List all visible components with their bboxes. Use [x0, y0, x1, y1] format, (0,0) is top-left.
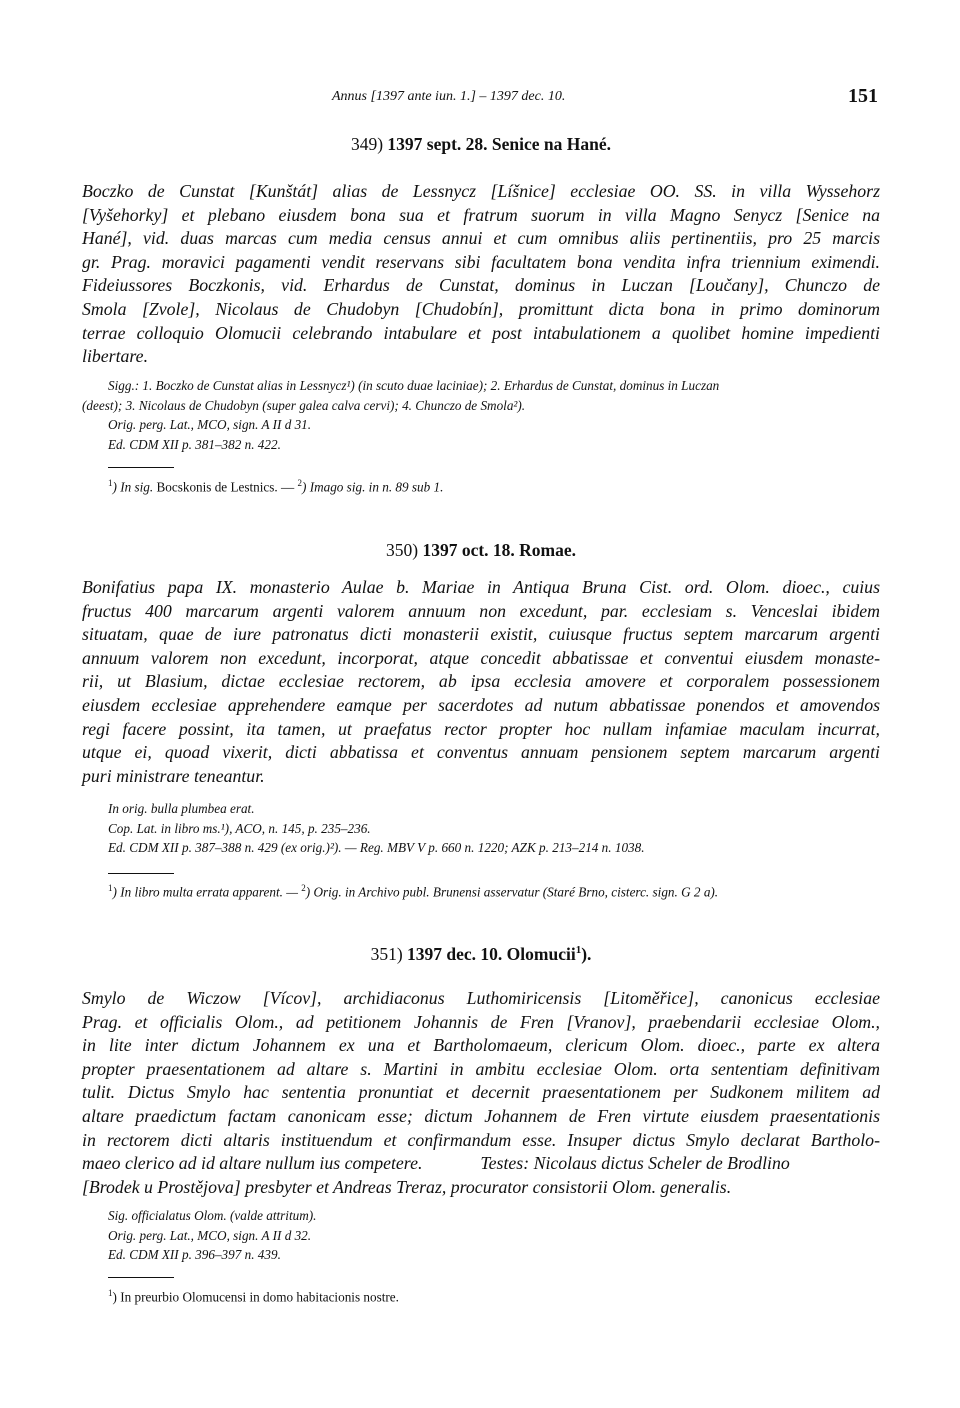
entry-date-place: 1397 dec. 10. Olomucii [407, 944, 576, 964]
body-line: tulit. Dictus Smylo hac sententia pronuntiat et decernit praesentationem per Sudkonem militem ad [82, 1082, 880, 1103]
footnotes-350 [108, 879, 880, 901]
body-line-part: maeo clerico ad id altare nullum ius competere. [82, 1153, 423, 1174]
running-head [82, 85, 880, 109]
note-line: Orig. perg. Lat., MCO, sign. A II d 32. [108, 1227, 312, 1243]
footnote-mark: 2 [301, 883, 306, 893]
entry-number: 349) [350, 134, 384, 154]
witnesses-text: Testes: Nicolaus dictus Scheler de Brodlino [480, 1153, 790, 1174]
body-line: regi facere possint, ita tamen, ut praefatus rector propter hoc nullam infamiae maculam incurrat, [82, 718, 880, 739]
entry-body-351 [82, 987, 880, 1199]
page-number: 151 [848, 85, 878, 107]
footnote-text: ) Orig. in Archivo publ. Brunensi asservatur (Staré Brno, cisterc. sign. G 2 a). [305, 884, 719, 900]
entry-heading-350 [82, 540, 880, 561]
footnote-text: Bocskonis de Lestnics. — [156, 479, 295, 495]
entry-heading-349 [82, 134, 880, 155]
footnotes-351 [108, 1284, 880, 1306]
entry-date-place: 1397 oct. 18. Romae. [422, 540, 577, 560]
body-line: utque ei, quoad vixerit, dicti abbatissa et conventus annuam pensionem septem marcarum argenti [82, 742, 880, 763]
body-line: Fideiussores Boczkonis, vid. Erhardus de Cunstat, dominus in Luczan [Loučany], Chunczo de [82, 275, 880, 296]
entry-notes-349 [82, 376, 880, 454]
footnote-rule [108, 467, 174, 468]
footnote-rule [108, 873, 174, 874]
footnote-mark: 1 [108, 1288, 113, 1298]
body-line: puri ministrare teneantur. [82, 765, 265, 786]
body-line: rii, ut Blasium, dictae ecclesiae rectorem, ab ipsa ecclesia amovere et corporalem possessionem [82, 671, 880, 692]
body-line: situatam, quae de iure patronatus dicti monasterii existit, cuiusque fructus septem marcarum argenti [82, 624, 880, 645]
note-line: Orig. perg. Lat., MCO, sign. A II d 31. [108, 417, 312, 432]
entry-notes-350 [108, 799, 880, 858]
entry-heading-tail: ). [581, 944, 592, 964]
note-line: Ed. CDM XII p. 381–382 n. 422. [108, 436, 281, 452]
document-page [82, 0, 880, 1408]
body-line: propter praesentationem ad altare s. Martini in ambitu ecclesiae Olom. orta sententiam definitivam [82, 1058, 880, 1079]
note-line: Ed. CDM XII p. 387–388 n. 429 (ex orig.)²). — Reg. MBV V p. 660 n. 1220; AZK p. 213–214 n. 1038. [108, 840, 645, 855]
body-line: Bonifatius papa IX. monasterio Aulae b. Mariae in Antiqua Bruna Cist. ord. Olom. dioec., cuius [82, 577, 880, 597]
footnote-rule [108, 1277, 174, 1278]
footnote-text: ) Imago sig. in n. 89 sub 1. [302, 479, 444, 495]
note-line: In orig. bulla plumbea erat. [108, 801, 255, 816]
entry-number: 351) [370, 944, 403, 964]
footnote-mark: 1 [108, 883, 113, 893]
body-line: eiusdem ecclesiae apprehendere eamque per sacerdotes ad nutum abbatissae ponendos et amovendos [82, 694, 880, 715]
body-line: Hané], vid. duas marcas cum media census annui et cum omnibus aliis pertinentiis, pro 25 marcis [82, 228, 880, 249]
body-line: in rectorem dicti altaris instituendum et confirmandum esse. Insuper dictus Smylo declarat Bartholo- [82, 1129, 880, 1150]
body-line: [Brodek u Prostějova] presbyter et Andreas Treraz, procurator consistorii Olom. generalis. [82, 1176, 732, 1197]
entry-notes-351 [108, 1206, 880, 1265]
note-line: Sig. officialatus Olom. (valde attritum). [108, 1208, 317, 1223]
body-line: [Vyšehorky] et plebano eiusdem bona sua et fratrum suorum in villa Magno Senycz [Senice na [82, 204, 880, 225]
body-line: in lite inter dictum Johannem ex una et Bartholomaeum, clericum Olom. dioec., parte ex altera [82, 1035, 880, 1056]
body-line: altare praedictum factam canonicam esse; dictum Johannem de Fren virtute eiusdem praesentationis [82, 1105, 880, 1126]
entry-body-350 [82, 576, 880, 788]
note-line: Ed. CDM XII p. 396–397 n. 439. [108, 1247, 281, 1262]
note-line: Sigg.: 1. Boczko de Cunstat alias in Lessnycz¹) (in scuto duae laciniae); 2. Erhardus de Cunstat, dominus in Luczan [108, 378, 720, 393]
body-line: annuum valorem non excedunt, incorporat, atque concedit abbatissae et conventui eiusdem monaste- [82, 647, 880, 668]
footnote-text: ) In libro multa errata apparent. — [112, 884, 298, 900]
entry-number: 350) [385, 540, 419, 560]
note-line: (deest); 3. Nicolaus de Chudobyn (super galea calva cervi); 4. Chunczo de Smola²). [82, 397, 526, 413]
body-line: Smola [Zvole], Nicolaus de Chudobyn [Chudobín], promittunt dicta bona in primo dominorum [82, 298, 880, 319]
note-line: Cop. Lat. in libro ms.¹), ACO, n. 145, p. 235–236. [108, 820, 371, 836]
body-line: Smylo de Wiczow [Vícov], archidiaconus Luthomiricensis [Litoměřice], canonicus ecclesiae [82, 988, 880, 1008]
body-line: Boczko de Cunstat [Kunštát] alias de Lessnycz [Líšnice] ecclesiae OO. SS. in villa Wyssehorz [82, 181, 880, 201]
body-line: gr. Prag. moravici pagamenti vendit reservans sibi facultatem bona vendita infra triennium eximendi. [82, 251, 880, 272]
entry-date-place: 1397 sept. 28. Senice na Hané. [387, 134, 612, 154]
footnote-text: ) In sig. [112, 479, 154, 495]
footnote-mark: 1 [575, 944, 582, 957]
running-title: Annus [1397 ante iun. 1.] – 1397 dec. 10. [332, 89, 566, 104]
footnote-mark: 1 [108, 478, 113, 488]
footnote-mark: 2 [297, 478, 302, 488]
footnotes-349 [108, 474, 880, 496]
body-line: libertare. [82, 346, 149, 367]
body-line: Prag. et officialis Olom., ad petitionem Johannis de Fren [Vranov], praebendarii ecclesiae Olom., [82, 1011, 880, 1032]
footnote-text: ) In preurbio Olomucensi in domo habitacionis nostre. [112, 1289, 399, 1305]
entry-body-349 [82, 180, 880, 369]
body-line [82, 1152, 880, 1176]
entry-heading-351 [82, 944, 880, 965]
body-line: fructus 400 marcarum argenti valorem annuum non excedunt, par. ecclesiam s. Venceslai ibidem [82, 600, 880, 621]
body-line: terrae colloquio Olomucii celebrando intabulare et post intabulationem a quolibet homine impedienti [82, 322, 880, 343]
